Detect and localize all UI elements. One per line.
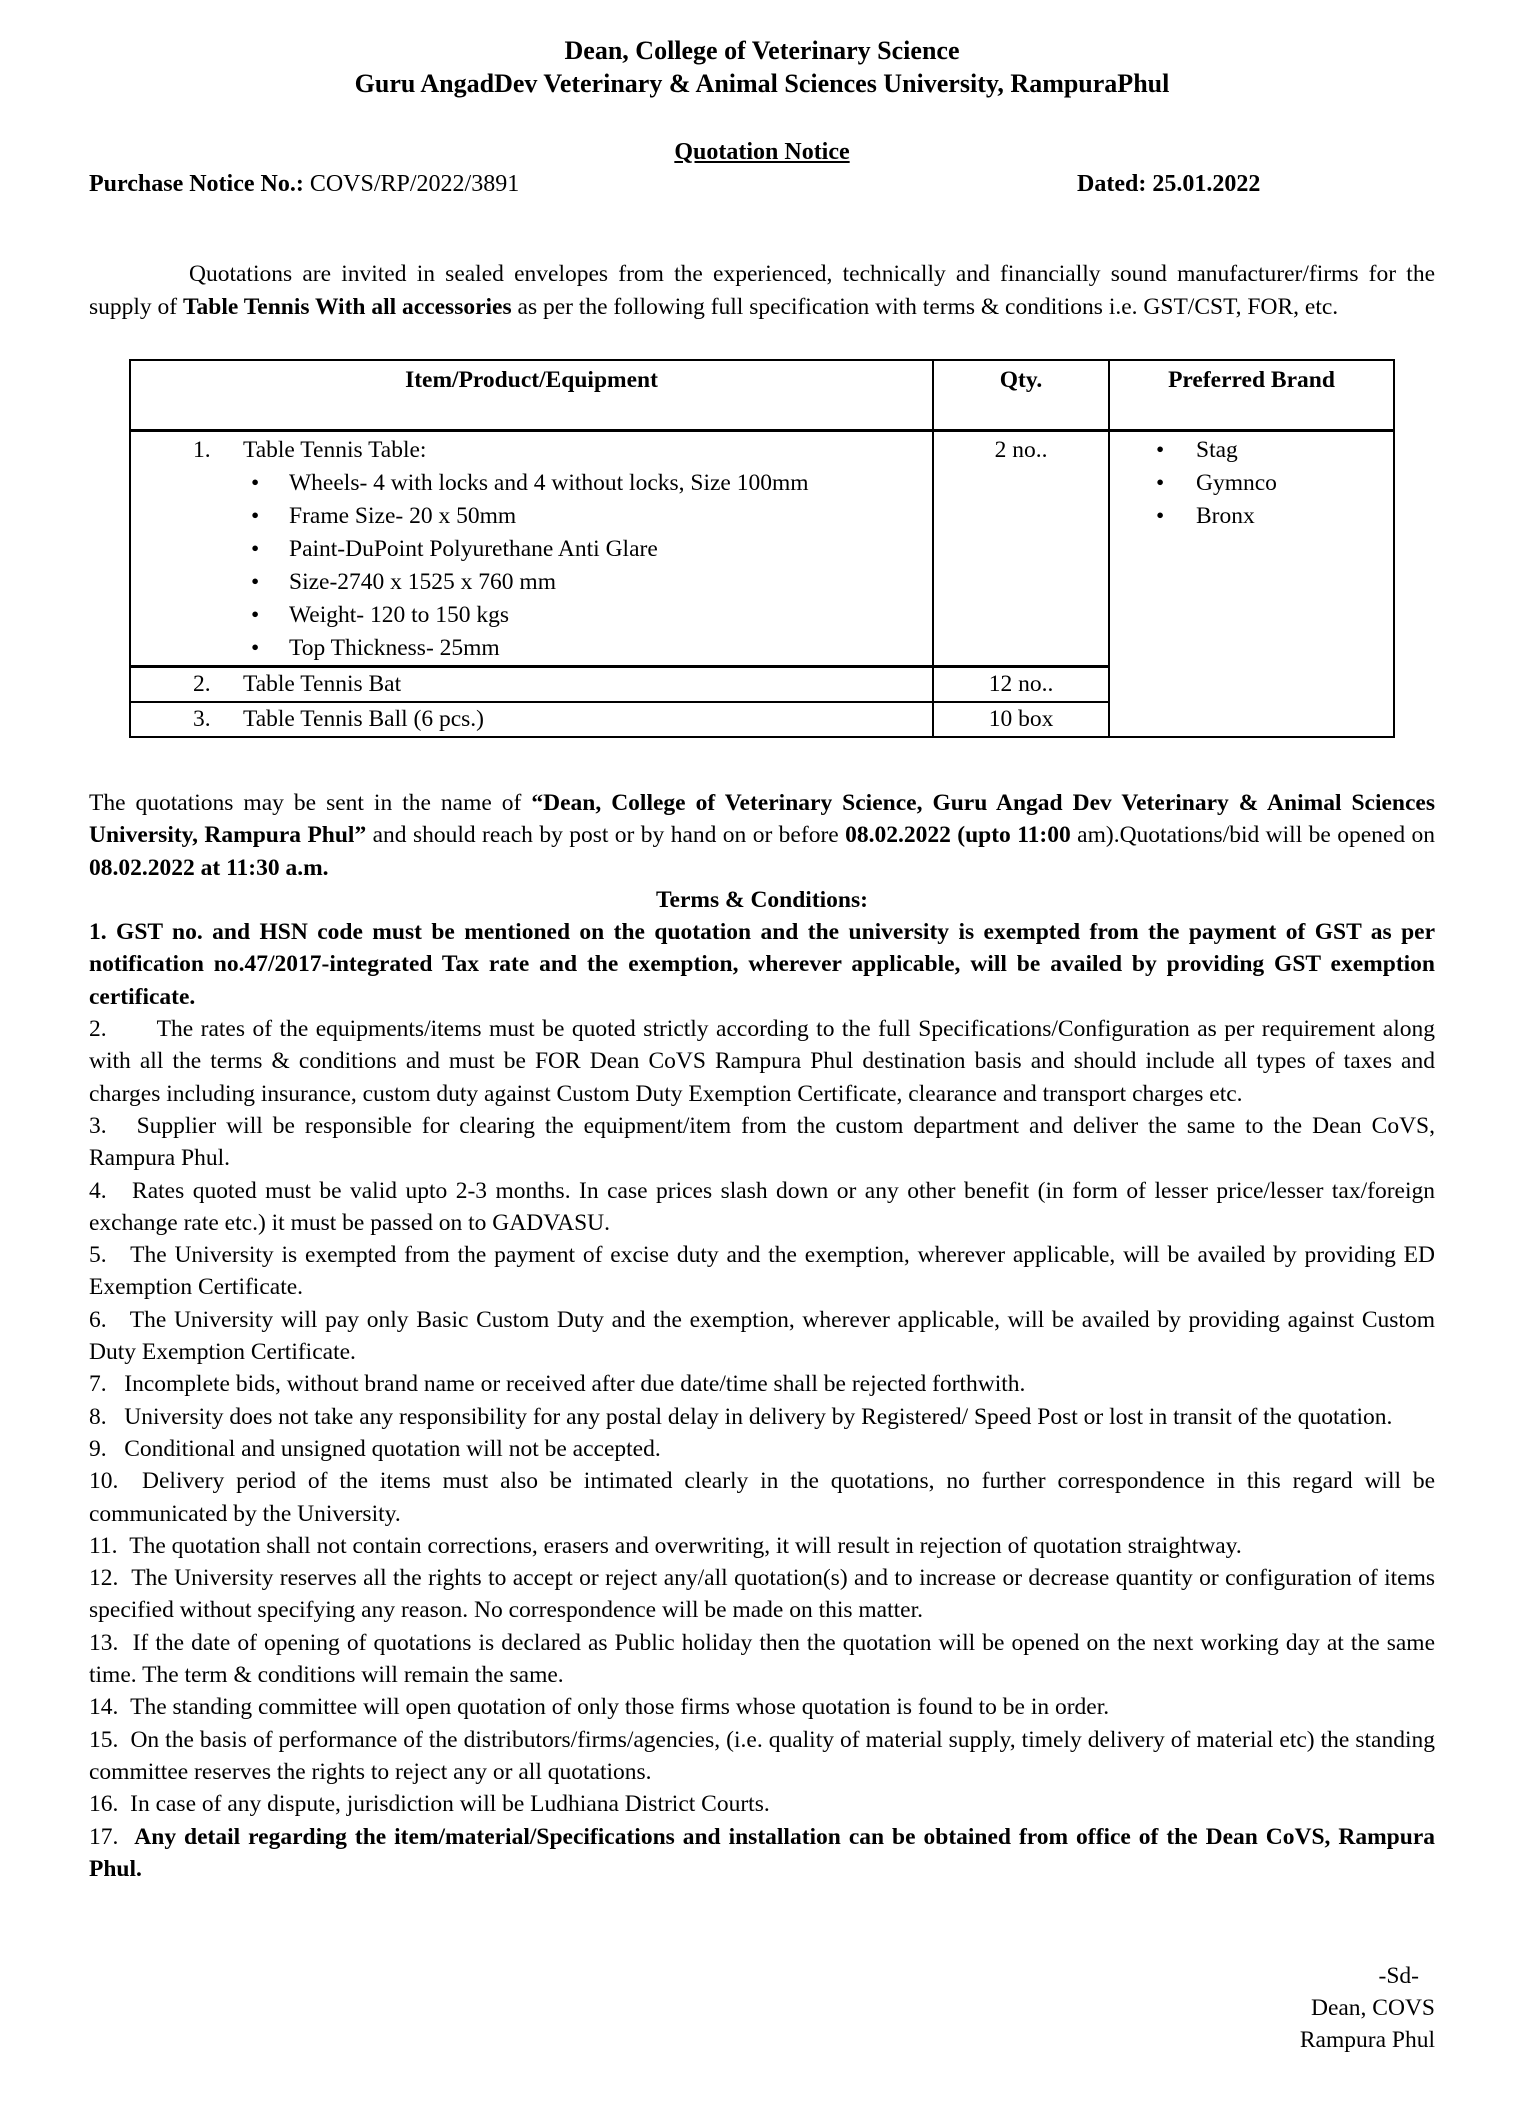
bullet-icon: •: [251, 503, 260, 529]
bullet-icon: •: [251, 635, 260, 661]
intro-paragraph: [89, 258, 1435, 324]
bullet-icon: •: [1156, 503, 1165, 529]
brand-item: • Gymnco: [1196, 467, 1393, 500]
term-item: 2. The rates of the equipments/items must be quoted strictly according to the full Specifications/Configuration as per requirement along with all the terms & conditions and must be FOR Dean CoVS Rampura Phul destination basis and should include all types of taxes and charges including insurance, custom duty against Custom Duty Exemption Certificate, clearance and transport charges etc.: [89, 1016, 1435, 1107]
purchase-notice-row: [89, 171, 1435, 198]
table-row: [130, 431, 1394, 667]
term-item: 4. Rates quoted must be valid upto 2-3 months. In case prices slash down or any other benefit (in form of lesser price/lesser tax/foreign exchange rate etc.) it must be passed on to GADVASU.: [89, 1177, 1435, 1236]
term-item: 16. In case of any dispute, jurisdiction will be Ludhiana District Courts.: [89, 1791, 770, 1818]
purchase-notice-label: Purchase Notice No.:: [89, 171, 304, 197]
purchase-notice-number: COVS/RP/2022/3891: [303, 171, 520, 197]
signature-place: Rampura Phul: [1299, 2027, 1435, 2053]
term-item: 15. On the basis of performance of the distributors/firms/agencies, (i.e. quality of material supply, timely delivery of material etc) the standing committee reserves the rights to reject any or all quotations.: [89, 1726, 1436, 1785]
intro-text: Quotations are invited in sealed envelopes from the experienced, technically and financially sound manufacturer/firms for the supply of: [89, 260, 1435, 320]
bullet-icon: •: [251, 569, 260, 595]
signature-title: Dean, COVS: [1310, 1995, 1435, 2021]
notice-title-text: Quotation Notice: [674, 139, 850, 165]
term-item: 12. The University reserves all the rights to accept or reject any/all quotation(s) and to increase or decrease quantity or configuration of items specified without specifying any reason. No correspondence will be made on this matter.: [89, 1565, 1435, 1624]
intro-item-bold: Table Tennis With all accessories: [183, 293, 512, 320]
qty-value: 10 box: [988, 706, 1054, 732]
spec-item: • Weight- 120 to 150 kgs: [289, 599, 918, 632]
term-item: 9. Conditional and unsigned quotation will not be accepted.: [89, 1435, 661, 1462]
col-header-brand: Preferred Brand: [1109, 360, 1394, 431]
qty-value: 12 no..: [988, 671, 1054, 697]
bullet-icon: •: [1156, 437, 1165, 463]
brand-item: • Bronx: [1196, 500, 1393, 533]
bullet-icon: •: [251, 536, 260, 562]
brand-list: [1110, 432, 1393, 533]
term-item: 17. Any detail regarding the item/material/Specifications and installation can be obtained from office of the Dean CoVS, Rampura Phul.: [89, 1823, 1436, 1882]
term-item: 14. The standing committee will open quotation of only those firms whose quotation is found to be in order.: [89, 1694, 1110, 1721]
qty-cell: [933, 702, 1109, 737]
item-cell: [130, 702, 933, 737]
term-item: 1. GST no. and HSN code must be mentioned on the quotation and the university is exempted from the payment of GST as per notification no.47/2017-integrated Tax rate and the exemption, wherever applicable, will be availed by providing GST exemption certificate.: [89, 919, 1435, 1010]
term-item: 10. Delivery period of the items must also be intimated clearly in the quotations, no further correspondence in this regard will be communicated by the University.: [89, 1468, 1436, 1527]
term-item: 8. University does not take any responsibility for any postal delay in delivery by Registered/ Speed Post or lost in transit of the quotation.: [89, 1403, 1393, 1430]
spec-item: • Wheels- 4 with locks and 4 without locks, Size 100mm: [289, 467, 918, 500]
term-item: 13. If the date of opening of quotations is declared as Public holiday then the quotation will be opened on the next working day at the same time. The term & conditions will remain the same.: [89, 1629, 1436, 1689]
item-name: Table Tennis Bat: [243, 671, 402, 697]
signature-block: [1300, 1960, 1435, 2056]
term-item: 11. The quotation shall not contain corrections, erasers and overwriting, it will result in rejection of quotation straightway.: [89, 1532, 1242, 1559]
item-cell: [130, 667, 933, 703]
term-item: 5. The University is exempted from the payment of excise duty and the exemption, wherever applicable, will be availed by providing ED Exemption Certificate.: [89, 1242, 1435, 1301]
qty-cell: [933, 431, 1109, 667]
spec-item: • Paint-DuPoint Polyurethane Anti Glare: [289, 533, 918, 566]
spec-list: [131, 467, 932, 665]
term-item: 6. The University will pay only Basic Custom Duty and the exemption, wherever applicable, will be availed by providing against Custom Duty Exemption Certificate.: [89, 1306, 1436, 1366]
notice-body: [89, 787, 1435, 1885]
header-college: Dean, College of Veterinary Science: [564, 36, 960, 65]
header-university: Guru AngadDev Veterinary & Animal Sciences University, RampuraPhul: [354, 69, 1170, 98]
signature-sd: -Sd-: [1378, 1963, 1419, 1989]
intro-text-end: as per the following full specification with terms & conditions i.e. GST/CST, FOR, etc.: [511, 293, 1339, 320]
term-item: 3. Supplier will be responsible for clearing the equipment/item from the custom department and deliver the same to the Dean CoVS, Rampura Phul.: [89, 1112, 1435, 1172]
bullet-icon: •: [251, 602, 260, 628]
qty-cell: [933, 667, 1109, 703]
table-header-row: [130, 360, 1394, 431]
bullet-icon: •: [251, 470, 260, 496]
col-header-item: Item/Product/Equipment: [130, 360, 933, 431]
brand-item: • Stag: [1196, 434, 1393, 467]
submission-paragraph: The quotations may be sent in the name of “Dean, College of Veterinary Science, Guru Angad Dev Veterinary & Animal Sciences University, Rampura Phul” and should reach by post or by hand on or before 08.02.2022 (upto 11:00 am).Quotations/bid will be opened on 08.02.2022 at 11:30 a.m.: [89, 790, 1435, 881]
terms-heading: Terms & Conditions:: [656, 886, 868, 913]
item-number: 2.: [193, 671, 211, 697]
bullet-icon: •: [1156, 470, 1165, 496]
notice-title: [89, 139, 1435, 166]
spec-item: • Size-2740 x 1525 x 760 mm: [289, 566, 918, 599]
notice-date: Dated: 25.01.2022: [1077, 171, 1261, 197]
spec-item: • Top Thickness- 25mm: [289, 632, 918, 665]
qty-value: 2 no..: [994, 437, 1048, 463]
spec-item: • Frame Size- 20 x 50mm: [289, 500, 918, 533]
brand-cell: [1109, 431, 1394, 738]
item-cell: [130, 431, 933, 667]
item-name: Table Tennis Ball (6 pcs.): [243, 706, 485, 732]
specification-table: [129, 359, 1395, 738]
item-name: Table Tennis Table:: [243, 437, 427, 463]
col-header-qty: Qty.: [933, 360, 1109, 431]
term-item: 7. Incomplete bids, without brand name or received after due date/time shall be rejected forthwith.: [89, 1371, 1026, 1398]
item-number: 3.: [193, 706, 211, 732]
item-number: 1.: [193, 437, 211, 463]
